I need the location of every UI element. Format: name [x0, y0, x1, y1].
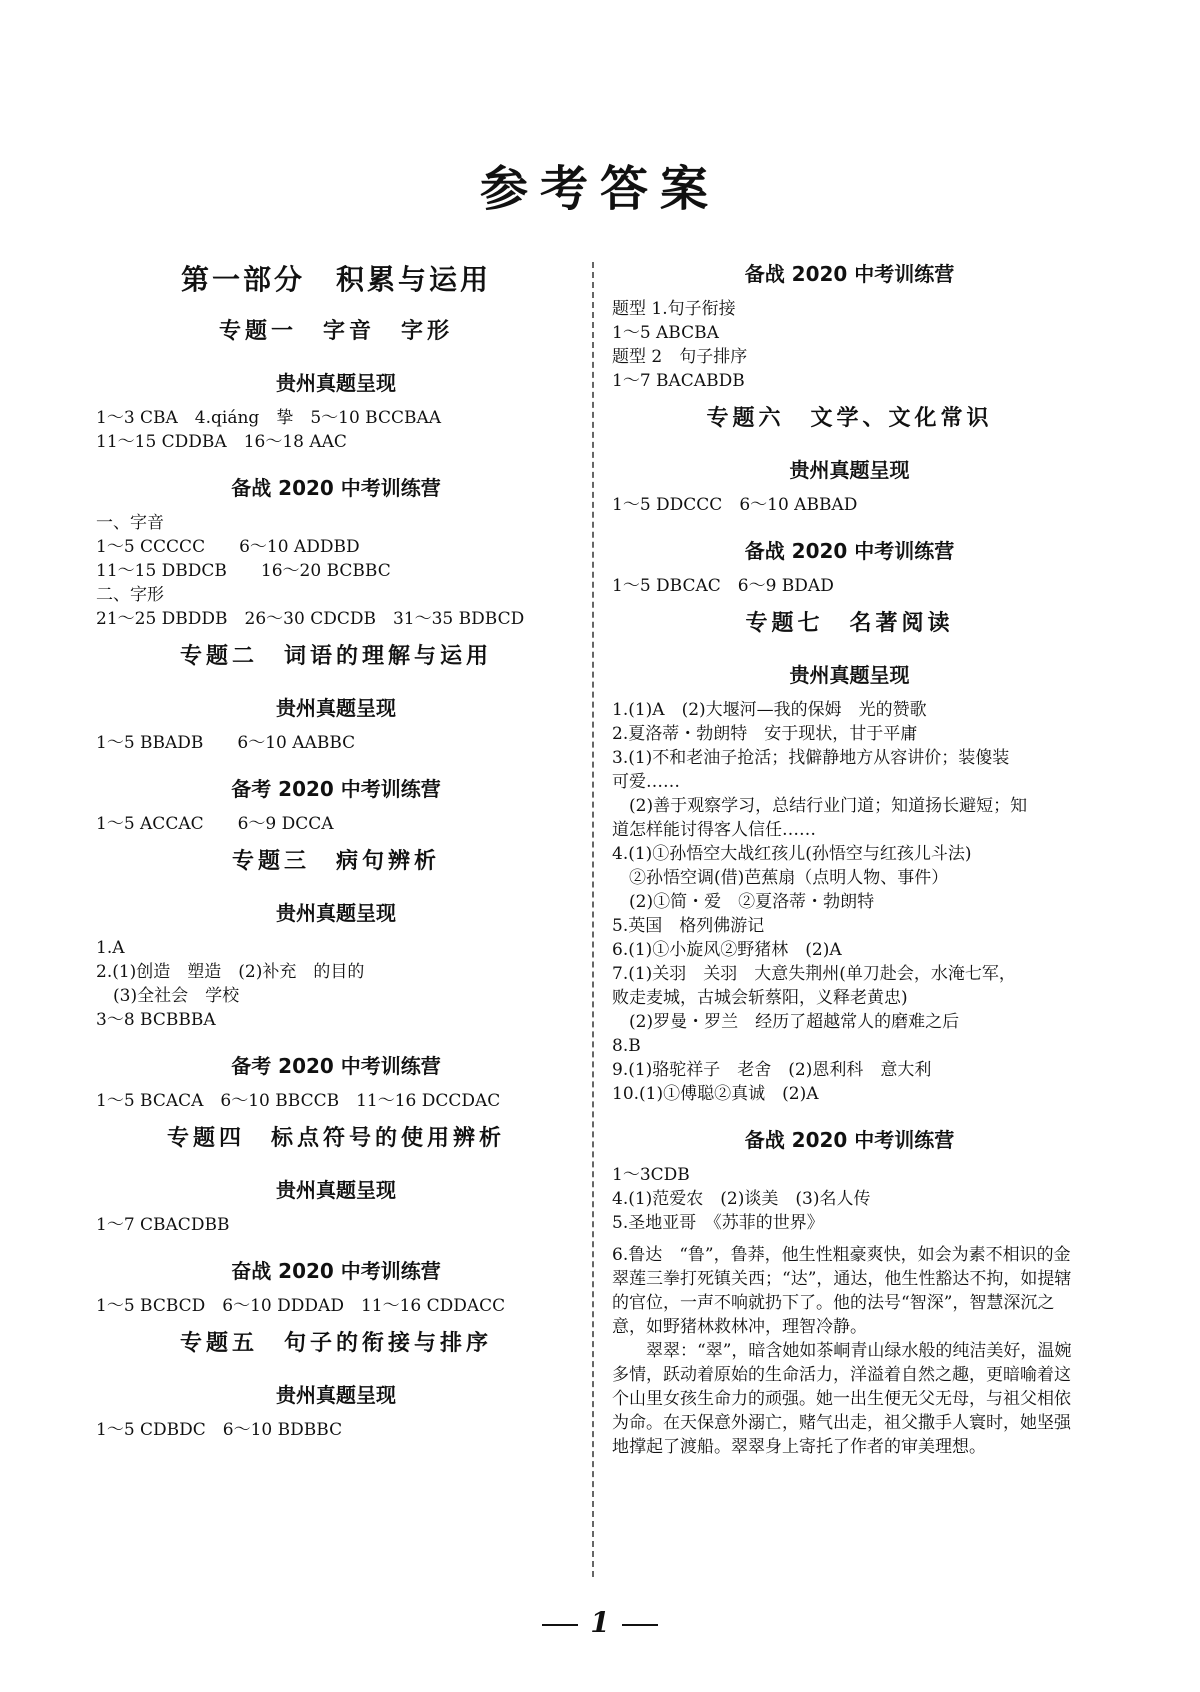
topic-4-sub-1: 贵州真题呈现	[276, 1178, 396, 1202]
answer-line: 1～5 CDBDC 6～10 BDBBC	[96, 1420, 343, 1440]
answer-line: 1～3CDB	[612, 1165, 690, 1185]
answer-line: 5.英国 格列佛游记	[612, 916, 765, 936]
answer-line: 2.夏洛蒂・勃朗特 安于现状，甘于平庸	[612, 724, 918, 744]
page-number-value: 1	[590, 1606, 610, 1639]
answer-line: 题型 2 句子排序	[612, 347, 748, 367]
topic-2-title: 专题二 词语的理解与运用	[179, 643, 492, 669]
topic-6-answers-2	[612, 574, 1087, 598]
topic-3-sub-1: 贵州真题呈现	[276, 901, 396, 925]
topic-2-sub-1: 贵州真题呈现	[276, 696, 396, 720]
answer-line: 4.(1)范爱农 (2)谈美 (3)名人传	[612, 1189, 871, 1209]
dash-right	[622, 1624, 658, 1626]
answer-line: (2)①简・爱 ②夏洛蒂・勃朗特	[612, 892, 875, 912]
answer-line: 1～5 BBADB 6～10 AABBC	[96, 733, 356, 753]
topic-7-answers-2	[612, 1163, 1087, 1235]
topic-7-sub-2: 备战 2020 中考训练营	[744, 1128, 955, 1152]
answer-line: 7.(1)关羽 关羽 大意失荆州(单刀赴会，水淹七军，	[612, 964, 1016, 984]
topic-1-sub-2: 备战 2020 中考训练营	[231, 476, 441, 500]
topic-3-title: 专题三 病句辨析	[231, 848, 440, 874]
answer-line: 21～25 DBDDB 26～30 CDCDB 31～35 BDBCD	[96, 609, 525, 629]
topic-6-sub-2: 备战 2020 中考训练营	[744, 539, 955, 563]
topic-1-answers-1	[96, 406, 576, 454]
topic-5-title: 专题五 句子的衔接与排序	[179, 1330, 492, 1356]
topic-2-answers-2	[96, 812, 576, 836]
answer-line: 1～5 DBCAC 6～9 BDAD	[612, 576, 834, 596]
answer-line: 1～5 ACCAC 6～9 DCCA	[96, 814, 334, 834]
page-title: 参考答案	[479, 161, 720, 217]
answer-paragraph-cui-cui: 翠翠：“翠”，暗含她如茶峒青山绿水般的纯洁美好，温婉多情，跃动着原始的生命活力，洋溢着自然之趣，更暗喻着这个山里女孩生命力的顽强。她一出生便无父无母，与祖父相依为命。在天保意外溺亡，赌气出走，祖父撒手人寰时，她坚强地撑起了渡船。翠翠身上寄托了作者的审美理想。	[612, 1341, 1072, 1457]
topic-6-sub-1: 贵州真题呈现	[789, 458, 910, 482]
page-number	[0, 1606, 1200, 1639]
answer-line: 1.(1)A (2)大堰河—我的保姆 光的赞歌	[612, 700, 927, 720]
topic-7-sub-1: 贵州真题呈现	[789, 663, 910, 687]
column-divider	[592, 262, 594, 1577]
answer-line: (2)罗曼・罗兰 经历了超越常人的磨难之后	[612, 1012, 960, 1032]
answer-line: 1～5 CCCCC 6～10 ADDBD	[96, 537, 360, 557]
answer-line: 6.(1)①小旋风②野猪林 (2)A	[612, 940, 842, 960]
part-title: 第一部分 积累与运用	[180, 263, 491, 296]
answer-line: 题型 1.句子衔接	[612, 299, 736, 319]
topic-3-answers-2	[96, 1089, 576, 1113]
answer-line: 败走麦城，古城会斩蔡阳，义释老黄忠)	[612, 988, 908, 1008]
answer-line: ②孙悟空调(借)芭蕉扇（点明人物、事件）	[612, 868, 949, 888]
topic-1-sub-1: 贵州真题呈现	[276, 371, 396, 395]
answer-line: 5.圣地亚哥 《苏菲的世界》	[612, 1213, 824, 1233]
topic-5-answers-1	[96, 1418, 576, 1442]
answer-line: 1～5 DDCCC 6～10 ABBAD	[612, 495, 858, 515]
left-column	[96, 258, 576, 1450]
answer-line: 2.(1)创造 塑造 (2)补充 的目的	[96, 962, 365, 982]
answer-line: 1.A	[96, 938, 125, 958]
answer-line: 11～15 DBDCB 16～20 BCBBC	[96, 561, 391, 581]
answer-line: 二、字形	[96, 585, 164, 605]
dash-left	[542, 1624, 578, 1626]
answer-line: (2)善于观察学习，总结行业门道；知道扬长避短；知	[612, 796, 1028, 816]
answer-line: 可爱……	[612, 772, 680, 792]
answer-line: 1～7 BACABDB	[612, 371, 745, 391]
answer-line: 1～5 BCACA 6～10 BBCCB 11～16 DCCDAC	[96, 1091, 501, 1111]
topic-2-answers-1	[96, 731, 576, 755]
topic-6-answers-1	[612, 493, 1087, 517]
topic-4-answers-2	[96, 1294, 576, 1318]
answer-line: 1～3 CBA 4.qiáng 挚 5～10 BCCBAA	[96, 408, 442, 428]
topic-1-title: 专题一 字音 字形	[218, 318, 453, 344]
topic-4-answers-1	[96, 1213, 576, 1237]
answer-paragraph-lu-da: 6.鲁达 “鲁”，鲁莽，他生性粗豪爽快，如会为素不相识的金翠莲三拳打死镇关西；“达”，通达，他生性豁达不拘，如提辖的官位，一声不响就扔下了。他的法号“智深”，智慧深沉之意，如野猪林救林冲，理智冷静。	[612, 1245, 1072, 1337]
answer-line: 道怎样能讨得客人信任……	[612, 820, 816, 840]
topic-7-title: 专题七 名著阅读	[745, 610, 954, 636]
answer-line: 9.(1)骆驼祥子 老舍 (2)恩利科 意大利	[612, 1060, 932, 1080]
topic-5-answers-2	[612, 297, 1087, 393]
topic-2-sub-2: 备考 2020 中考训练营	[231, 777, 441, 801]
topic-1-answers-2	[96, 511, 576, 631]
right-column	[612, 258, 1087, 1459]
answer-line: 11～15 CDDBA 16～18 AAC	[96, 432, 347, 452]
topic-5-sub-2: 备战 2020 中考训练营	[744, 262, 955, 286]
answer-line: 1～7 CBACDBB	[96, 1215, 230, 1235]
answer-line: 8.B	[612, 1036, 641, 1056]
topic-3-answers-1	[96, 936, 576, 1032]
answer-line: 4.(1)①孙悟空大战红孩儿(孙悟空与红孩儿斗法)	[612, 844, 972, 864]
topic-4-title: 专题四 标点符号的使用辨析	[166, 1125, 505, 1151]
answer-line: 一、字音	[96, 513, 164, 533]
topic-5-sub-1: 贵州真题呈现	[276, 1383, 396, 1407]
answer-line: 3.(1)不和老油子抢活；找僻静地方从容讲价；装傻装	[612, 748, 1010, 768]
topic-4-sub-2: 奋战 2020 中考训练营	[231, 1259, 441, 1283]
answer-line: 10.(1)①傅聪②真诚 (2)A	[612, 1084, 819, 1104]
topic-7-answers-1	[612, 698, 1087, 1106]
answer-line: 1～5 ABCBA	[612, 323, 719, 343]
answer-line: 3～8 BCBBBA	[96, 1010, 216, 1030]
topic-3-sub-2: 备考 2020 中考训练营	[231, 1054, 441, 1078]
topic-6-title: 专题六 文学、文化常识	[706, 405, 993, 431]
answer-line: 1～5 BCBCD 6～10 DDDAD 11～16 CDDACC	[96, 1296, 506, 1316]
answer-line: (3)全社会 学校	[96, 986, 240, 1006]
